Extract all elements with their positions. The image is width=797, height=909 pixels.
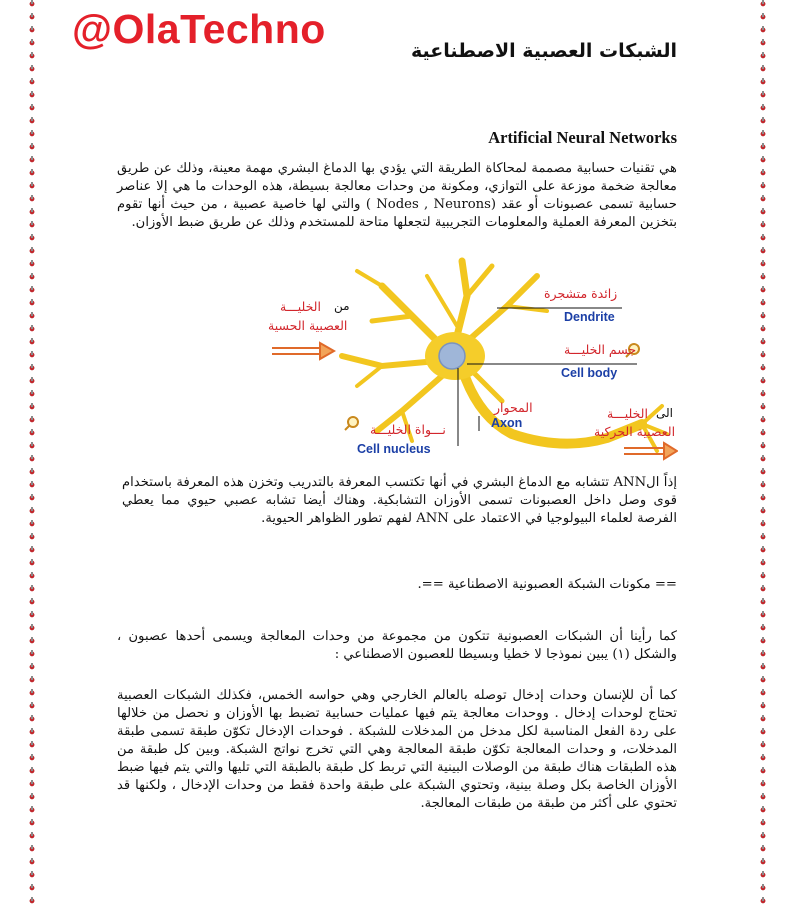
intro-paragraph: هي تقنيات حسابية مصممة لمحاكاة الطريقة التي يؤدي بها الدماغ البشري مهمة معينة، وذلك عن طريق معالجة ضخمة موزعة على التوازي، ومكونة من وحدات معالجة بسيطة، هذه الوحدات ما هي إلا عناصر حسابية تسمى عصبونات أو عقد (Nodes , Neurons ) والتي لها خاصية عصبية ، من حيث أنها تقوم بتخزين المعرفة العملية والمعلومات التجريبية لتجعلها متاحة للمستخدم وذلك عن طريق ضبط الأوزان.: [117, 161, 677, 230]
to-prefix: الى: [656, 406, 673, 420]
layers-paragraph: كما أن للإنسان وحدات إدخال توصله بالعالم الخارجي وهي حواسه الخمس، فكذلك الشبكات العصبية تحتاج لوحدات إدخال . ووحدات معالجة يتم فيها عمليات حسابية تضبط بها الأوزان و نحصل من خلالها على ردة الفعل المناسبة لكل مدخل من المدخلات للشبكة . فوحدات الإدخال تكوّن طبقة تسمى طبقة المدخلات، و وحدات المعالجة تكوّن طبقة المعالجة وهي التي تخرج نواتج الشبكة. وبين كل طبقة من هذه الطبقات هناك طبقة من الوصلات البينية التي تربط كل طبقة بالطبقة التي تليها والتي يتم فيها ضبط الأوزان الخاصة بكل وصلة بينية، وتحتوي الشبكة على طبقة واحدة فقط من وحدات الإدخال ، ولكنها قد تحتوي على أكثر من طبقة من طبقات المعالجة.: [117, 688, 678, 811]
section-heading: == مكونات الشبكة العصبونية الاصطناعية ==.: [417, 577, 677, 592]
dendrite-label-en: Dendrite: [564, 310, 615, 324]
cellbody-label-ar: جسم الخليـــة: [564, 342, 637, 357]
page-title-english: Artificial Neural Networks: [488, 128, 677, 147]
right-page-border: [757, 0, 769, 909]
input-arrow: [272, 343, 334, 359]
nucleus-label-en: Cell nucleus: [357, 442, 431, 456]
to-motor-label: العصبية الحركية: [594, 424, 676, 439]
cellbody-label-en: Cell body: [561, 366, 618, 380]
neuron-diagram: [262, 256, 678, 468]
from-prefix: من: [334, 299, 350, 313]
dendrite-label-ar: زائدة متشجرة: [544, 286, 618, 301]
components-paragraph: كما رأينا أن الشبكات العصبونية تتكون من مجموعة من وحدات المعالجة ويسمى أحدها عصبون ، والشكل (١) يبين نموذجا لا خطيا وبسيطا للعصبون الاصطناعي :: [117, 629, 677, 662]
similarity-paragraph: إذاً الANN تتشابه مع الدماغ البشري في أنها تكتسب المعرفة بالتدريب وتخزن هذه المعرفة باستخدام قوى وصل داخل العصبونات تسمى الأوزان التشابكية. وهناك أيضا تشابه عصبي حيوي مما يعطي الفرصة لعلماء البيولوجيا في الاعتماد على ANN لفهم تطور الظواهر الحيوية.: [122, 475, 677, 526]
left-page-border: [26, 0, 38, 909]
nucleus-label-ar: نـــواة الخليـــة: [370, 422, 446, 437]
from-sensory-label: العصبية الحسية: [268, 318, 348, 333]
axon-label-ar: المحوار: [494, 400, 533, 415]
axon-label-en: Axon: [491, 416, 523, 430]
from-cell-label: الخليـــة: [280, 299, 321, 314]
page-title-arabic: الشبكات العصبية الاصطناعية: [410, 40, 677, 62]
watermark: @OlaTechno: [72, 6, 326, 52]
output-arrow: [624, 443, 677, 459]
nucleus-shape: [439, 343, 465, 369]
to-cell-label: الخليـــة: [607, 406, 648, 421]
